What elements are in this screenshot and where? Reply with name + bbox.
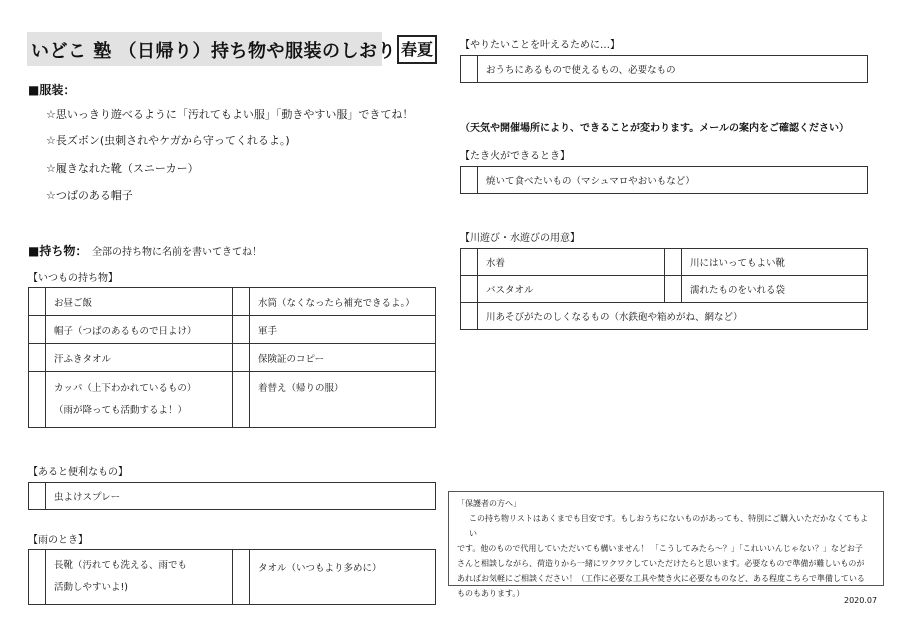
rain-heading: 【雨のとき】 — [28, 535, 88, 546]
checkbox-cell[interactable] — [29, 344, 46, 372]
checkbox-cell[interactable] — [29, 316, 46, 344]
table-cell: バスタオル — [478, 276, 665, 303]
table-row — [461, 276, 868, 303]
weather-note: （天気や開催場所により、できることが変わります。メールの案内をご確認ください） — [460, 123, 849, 134]
checkbox-cell[interactable] — [29, 550, 46, 605]
clothing-heading: ■服装： — [28, 83, 76, 97]
table-cell: 焼いて食べたいもの（マシュマロやおいもなど） — [478, 167, 868, 194]
checkbox-cell[interactable] — [29, 288, 46, 316]
table-cell: おうちにあるもので使えるもの、必要なもの — [478, 56, 868, 83]
handy-heading: 【あると便利なもの】 — [28, 467, 128, 478]
clothing-item: ☆履きなれた靴（スニーカー） — [46, 162, 199, 175]
belongings-note: 全部の持ち物に名前を書いてきてね！ — [92, 247, 262, 258]
checkbox-cell[interactable] — [233, 316, 250, 344]
checkbox-cell[interactable] — [461, 249, 478, 276]
table-cell: 保険証のコピー — [250, 344, 436, 372]
clothing-item: ☆思いっきり遊べるように「汚れてもよい服」「動きやすい服」できてね！ — [46, 108, 414, 121]
guardians-heading: 「保護者の方へ」 — [457, 499, 521, 508]
table-cell: 虫よけスプレー — [46, 483, 436, 510]
usual-table — [28, 287, 436, 428]
table-row — [29, 372, 436, 428]
checkbox-cell[interactable] — [233, 344, 250, 372]
checkbox-cell[interactable] — [233, 372, 250, 428]
checkbox-cell[interactable] — [29, 372, 46, 428]
table-cell: 軍手 — [250, 316, 436, 344]
table-row — [461, 56, 868, 83]
checkbox-cell[interactable] — [461, 276, 478, 303]
checkbox-cell[interactable] — [29, 483, 46, 510]
guardians-line: あればお気軽にご相談ください！（工作に必要な工具や焚き火に必要なものなど、ある程度こちらで準備している — [457, 574, 865, 583]
guardians-note-box — [448, 491, 884, 598]
table-cell: 汗ふきタオル — [46, 344, 233, 372]
guardians-line: ものもあります。） — [457, 589, 525, 598]
table-row — [461, 249, 868, 276]
table-row — [29, 316, 436, 344]
table-row — [29, 288, 436, 316]
table-cell: タオル（いつもより多めに） — [250, 550, 436, 605]
table-row — [29, 483, 436, 510]
table-cell: 濡れたものをいれる袋 — [682, 276, 868, 303]
table-row — [29, 550, 436, 605]
boots-line: 長靴（汚れても洗える、雨でも — [54, 560, 188, 571]
river-heading: 【川遊び・水遊びの用意】 — [460, 233, 580, 244]
checkbox-cell[interactable] — [665, 249, 682, 276]
guardians-line: です。他のもので代用していただいても構いません！ 「こうしてみたら～？」「これいいんじゃない？」などお子 — [457, 544, 863, 553]
table-row — [461, 167, 868, 194]
checkbox-cell[interactable] — [461, 56, 478, 83]
handy-table — [28, 482, 436, 510]
date-label: 2020.07 — [844, 596, 878, 605]
checkbox-cell[interactable] — [233, 550, 250, 605]
table-cell — [46, 550, 233, 605]
checkbox-cell[interactable] — [461, 303, 478, 330]
wish-table — [460, 55, 868, 83]
guardians-line: この持ち物リストはあくまでも目安です。もしおうちにないものがあっても、特別にご購入いただかなくてもよい — [469, 514, 869, 538]
table-cell: 川あそびがたのしくなるもの（水鉄砲や箱めがね、網など） — [478, 303, 868, 330]
raincoat-line: （雨が降っても活動するよ！） — [54, 404, 188, 416]
table-row — [461, 303, 868, 330]
table-cell: お昼ご飯 — [46, 288, 233, 316]
fire-table — [460, 166, 868, 194]
wish-heading: 【やりたいことを叶えるために…】 — [460, 40, 620, 51]
fire-heading: 【たき火ができるとき】 — [460, 151, 570, 162]
table-row — [29, 344, 436, 372]
guardians-line: さんと相談しながら、荷造りから一緒にワクワクしていただけたらと思います。必要なもので準備が難しいものが — [457, 559, 865, 568]
raincoat-line: カッパ（上下わかれているもの） — [54, 382, 197, 394]
checkbox-cell[interactable] — [461, 167, 478, 194]
table-cell: 川にはいってもよい靴 — [682, 249, 868, 276]
boots-line: 活動しやすいよ!) — [54, 582, 129, 593]
table-cell — [46, 372, 233, 428]
table-cell: 水筒（なくなったら補充できるよ。） — [250, 288, 436, 316]
clothing-item: ☆つばのある帽子 — [46, 189, 133, 202]
page-title: いどこ 塾 （日帰り）持ち物や服装のしおり — [31, 41, 397, 62]
river-table — [460, 248, 868, 330]
checkbox-cell[interactable] — [665, 276, 682, 303]
clothing-item: ☆長ズボン(虫刺されやケガから守ってくれるよ。) — [46, 134, 290, 147]
season-badge: 春夏 — [397, 35, 437, 64]
usual-heading: 【いつもの持ち物】 — [28, 273, 118, 284]
belongings-heading: ■持ち物： — [28, 244, 88, 258]
rain-table — [28, 549, 436, 605]
table-cell: 着替え（帰りの服） — [250, 372, 436, 428]
table-cell: 帽子（つばのあるもので日よけ） — [46, 316, 233, 344]
checkbox-cell[interactable] — [233, 288, 250, 316]
table-cell: 水着 — [478, 249, 665, 276]
